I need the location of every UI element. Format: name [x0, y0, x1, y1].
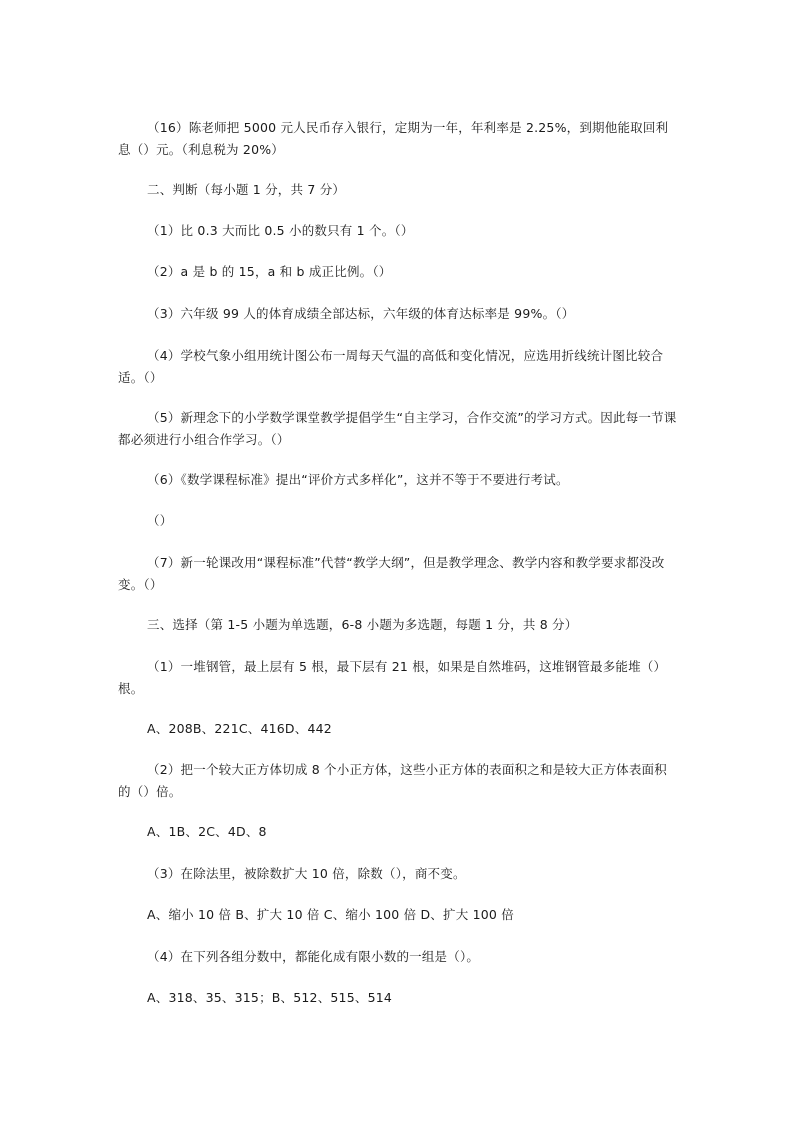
judgment-item-4: （4）学校气象小组用统计图公布一周每天气温的高低和变化情况，应选用折线统计图比较合适。（）	[118, 348, 664, 385]
choice-item-2: （2）把一个较大正方体切成 8 个小正方体，这些小正方体的表面积之和是较大正方体表面积的（）倍。	[118, 762, 667, 799]
question-16-interest: （16）陈老师把 5000 元人民币存入银行，定期为一年，年利率是 2.25%，到期他能取回利息（）元。（利息税为 20%）	[118, 120, 669, 157]
choice-item-3: （3）在除法里，被除数扩大 10 倍，除数（），商不变。	[147, 866, 466, 881]
choice-item-1-options: A、208B、221C、416D、442	[147, 721, 332, 736]
choice-item-3-options: A、缩小 10 倍 B、扩大 10 倍 C、缩小 100 倍 D、扩大 100 倍	[147, 907, 514, 922]
judgment-item-3: （3）六年级 99 人的体育成绩全部达标，六年级的体育达标率是 99%。（）	[147, 306, 575, 321]
choice-item-4: （4）在下列各组分数中，都能化成有限小数的一组是（）。	[147, 949, 480, 964]
judgment-item-2: （2）a 是 b 的 15，a 和 b 成正比例。（）	[147, 264, 392, 279]
choice-item-1: （1）一堆钢管，最上层有 5 根，最下层有 21 根，如果是自然堆码，这堆钢管最多能堆（）根。	[118, 659, 667, 696]
section-heading-choice: 三、选择（第 1-5 小题为单选题，6-8 小题为多选题，每题 1 分，共 8 分）	[147, 617, 578, 632]
choice-item-4-options: A、318、35、315；B、512、515、514	[147, 990, 393, 1005]
judgment-item-7: （7）新一轮课改用“课程标准”代替“教学大纲”，但是教学理念、教学内容和教学要求都没改变。（）	[118, 555, 665, 592]
judgment-item-6: （6）《数学课程标准》提出“评价方式多样化”，这并不等于不要进行考试。	[147, 472, 569, 487]
judgment-item-6-blank: （）	[147, 513, 173, 528]
section-heading-judgment: 二、判断（每小题 1 分，共 7 分）	[147, 182, 346, 197]
judgment-item-5: （5）新理念下的小学数学课堂教学提倡学生“自主学习，合作交流”的学习方式。因此每一节课都必须进行小组合作学习。（）	[118, 410, 677, 447]
choice-item-2-options: A、1B、2C、4D、8	[147, 824, 267, 839]
judgment-item-1: （1）比 0.3 大而比 0.5 小的数只有 1 个。（）	[147, 223, 414, 238]
